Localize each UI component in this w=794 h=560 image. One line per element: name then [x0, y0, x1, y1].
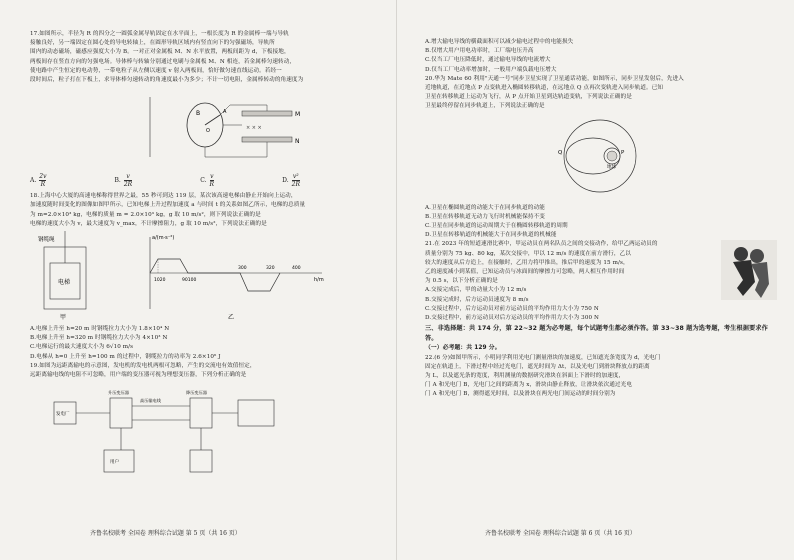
user-label: 用户	[110, 460, 119, 466]
q17-option-a[interactable]	[30, 173, 46, 188]
q17-option-c[interactable]	[200, 173, 214, 188]
q20-option-c[interactable]: C.卫星在同步轨道的运动周期大于在椭圆转移轨道的周期	[425, 223, 568, 230]
q17-line: 围内的动态磁场，磁感应强度大小为 B。一对正对金属板 M、N 水平放置，两板间距为 d，下板接地，	[30, 49, 290, 56]
step-up-label: 升压变压器	[108, 390, 129, 396]
q17-line: 接触良好，另一端固定在圆心处的导电转轴上，在圆形导轨区域内有竖直向下的匀强磁场，导轨所	[30, 40, 275, 47]
figure-2-label: 乙	[228, 314, 235, 322]
graph-y-title: a/(m·s⁻²)	[152, 235, 175, 242]
point-q-label: Q	[558, 149, 563, 156]
fraction-denominator: 2R	[123, 181, 133, 189]
q19-line: 19.如图为远距离输电的示意图，发电机的发电机两根可忽略，产生的交流电有效值恒定，	[30, 362, 256, 369]
question-20	[425, 75, 773, 241]
graph-tick: 320	[266, 266, 275, 272]
q20-figure	[425, 112, 773, 200]
point-a-label: A	[223, 109, 227, 116]
q17-line: 使电路中产生恒定的电动势，一带电粒子从左侧以速度 v 射入两板间，恰好做匀速直线运动。若经一	[30, 67, 282, 74]
fraction-numerator: v	[210, 173, 214, 181]
q18-option-c[interactable]: C.电梯运行的最大速度大小为 6√10 m/s	[30, 344, 134, 351]
graph-tick: 1020	[154, 278, 166, 284]
q18-option-a[interactable]: A.电梯上升至 h=20 m 时钢缆拉力大小为 1.8×10⁴ N	[30, 326, 170, 333]
question-17	[30, 30, 380, 188]
q17-option-d[interactable]	[282, 173, 300, 188]
q18-option-d[interactable]: D.电梯从 h=0 上升至 h=100 m 的过程中，钢缆拉力的功率为 2.6×10⁶ J	[30, 353, 221, 360]
question-18	[30, 192, 380, 362]
field-x-marks: × × ×	[246, 125, 262, 132]
q21-line: 21.在 2023 年的短道速滑比赛中，甲运动员在两名队员之间的交接动作，给甲乙两运动员的	[425, 241, 658, 248]
step-down-label: 降压变压器	[186, 390, 207, 396]
graph-x-title: h/m	[314, 277, 324, 284]
q22-line: 22.(6 分)如图甲所示，小明同学利用光电门测量滑块的加速度，已知遮光条宽度为 d，光电门	[425, 354, 661, 361]
q20-line: 卫星最终停留在同步轨道上，下列说法正确的是	[425, 103, 545, 110]
q21-option-c[interactable]: C.交接过程中，后方运动员对前方运动员的平均作用力大小为 750 N	[425, 305, 599, 312]
q17-figure	[30, 85, 380, 167]
q17-line: 段时间后，粒子打在下板上，求导体棒匀速转动的角速度最小为多少；不计一切电阻，金属棒转动的角速度为	[30, 77, 304, 84]
q21-text	[425, 240, 715, 286]
q21-option-d[interactable]: D.交接过程中，前方运动员对后方运动员的平均作用力大小为 300 N	[425, 315, 600, 322]
q18-option-b[interactable]: B.电梯上升至 h=320 m 时钢缆拉力大小为 4×10³ N	[30, 335, 168, 342]
q22-line: 为 L，以及遮光条的宽度，利用测量的数据研究滑块在斜面上下滑时的加速度，	[425, 373, 625, 380]
option-letter: C.	[200, 177, 207, 185]
fraction-numerator: 2v	[39, 173, 47, 181]
fraction-numerator: v²	[292, 173, 299, 181]
plate-m-label: M	[295, 111, 301, 119]
q21-option-b[interactable]: B.交接完成时，后方运动员速度为 8 m/s	[425, 296, 529, 303]
question-21	[425, 240, 773, 323]
left-column	[30, 30, 380, 488]
option-letter: D.	[282, 177, 289, 185]
q20-line: 近地轨道，在近地点 P 点变轨进入椭圆转移轨道，在远地点 Q 点再次变轨进入同步轨道。已知	[425, 85, 664, 92]
q18-line: 为 m=2.0×10³ kg，电梯的质量 m = 2.0×10³ kg，g 取 10 m/s²，则下列说法正确的是	[30, 211, 261, 218]
q20-option-d[interactable]: D.卫星在转移轨道的机械能大于在同步轨道的机械能	[425, 232, 557, 239]
q19-option-c[interactable]: C.仅当工厂电压降低时，通过输电导线的电流增大	[425, 57, 551, 64]
question-22	[425, 354, 773, 400]
q22-line: 固定在轨道上，下滑过程中经过光电门，遮光时间为 Δt，以及光电门到滑块释放点的距离	[425, 363, 650, 370]
q21-line: 质量分别为 75 kg、80 kg，某次交接中，甲以 12 m/s 的速度在前方滑行，乙以	[425, 250, 631, 257]
right-page	[397, 0, 794, 560]
q21-option-a[interactable]: A.交接完成后，甲的动量大小为 12 m/s	[425, 287, 527, 294]
right-column	[425, 38, 773, 400]
section-3-heading: 三、非选择题：共 174 分，第 22~32 题为必考题，每个试题考生都必须作答。第 33~38 题为选考题，考生根据要求作答。	[425, 325, 768, 342]
q19-figure	[30, 380, 380, 484]
fraction-numerator: v	[124, 173, 132, 181]
q18-line: 加速度随时间变化的图像如图甲所示，已知电梯上升过程加速度 a 与时间 t 的关系如图乙所示，电梯的总质量	[30, 202, 306, 209]
q21-line: 乙的速度减小到某值，已知运动员与冰面间的摩擦力可忽略，两人相互作用时间	[425, 269, 625, 276]
q19-option-d[interactable]: D.仅当工厂电动率增加时，一般用户端负载电压增大	[425, 66, 557, 73]
page-6-footer: 齐鲁名校联考 全国卷 理科综合试题 第 6 页（共 16 页）	[485, 530, 636, 537]
cable-label: 钢缆绳	[38, 237, 55, 244]
figure-1-label: 甲	[60, 314, 67, 322]
q22-line: 门 A 和光电门 B，测得遮光时间，以及滑块在两光电门间运动的时间分别为	[425, 391, 616, 398]
skater-image	[721, 240, 777, 300]
question-19	[30, 362, 380, 488]
graph-tick: 400	[292, 266, 301, 272]
q19-option-a[interactable]: A.增大输电导线的横截面积可以减少输电过程中的电能损失	[425, 39, 574, 45]
fraction-denominator: R	[209, 181, 215, 189]
option-letter: B.	[114, 177, 121, 185]
q19-options	[425, 38, 773, 75]
q18-line: 18.上海中心大厦的高速电梯称得世界之最，55 秒可到达 119 层，某次该高速电梯由静止开始向上运动，	[30, 193, 297, 200]
q18-figure	[30, 229, 380, 321]
plate-n-label: N	[295, 138, 300, 146]
q20-option-b[interactable]: B.卫星在转移轨道无动力飞行时机械能保持不变	[425, 213, 545, 220]
q17-option-b[interactable]	[115, 173, 133, 188]
q19-line: 远距离输电线的电阻不可忽略，用户端的变压器可视为理想变压器，下列分析正确的是	[30, 372, 247, 379]
q20-line: 20.华为 Mate 60 利用"天通一号"同步卫星实现了卫星通话功能，如图所示，同步卫星发射后，先进入	[425, 75, 684, 82]
fraction-denominator: R	[40, 181, 46, 189]
q17-line: 17.如图所示，半径为 R 的四分之一圆弧金属导轨固定在水平面上，一根长度为 R 的金属棒一端与导轨	[30, 31, 289, 37]
field-b-label: B	[196, 110, 201, 118]
transmission-line-label: 高压输电线	[140, 398, 161, 404]
power-plant-label: 发电厂	[56, 412, 70, 418]
graph-tick: 300	[238, 266, 247, 272]
q21-line: 为 0.5 s，以下分析正确的是	[425, 278, 498, 285]
page-5-footer: 齐鲁名校联考 全国卷 理科综合试题 第 5 页（共 16 页）	[90, 530, 241, 537]
q19-option-b[interactable]: B.仅增大用户用电功率时，工厂端电压升高	[425, 48, 534, 55]
point-p-label: P	[621, 149, 625, 156]
q17-line: 两板间存在竖直方向的匀强电场。导体棒与转轴分别通过电刷与金属板 M、N 相连，若金属棒匀速转动，	[30, 58, 296, 65]
q20-option-a[interactable]: A.卫星在椭圆轨道的动能大于在同步轨道的动能	[425, 204, 545, 211]
earth-label: 地球	[607, 164, 616, 170]
required-subheading: （一）必考题：共 129 分。	[425, 345, 501, 352]
q20-line: 卫星在转移轨道上运动为飞行，从 P 点开始卫星到达轨道变轨，下列说法正确的是	[425, 94, 632, 101]
graph-tick: 90100	[182, 278, 197, 284]
q21-line: 较大的速度从后方追上，在接触时，乙用力将甲推出，推后甲的速度为 15 m/s，	[425, 259, 629, 266]
elevator-label: 电梯	[58, 279, 71, 287]
option-letter: A.	[30, 177, 37, 185]
q17-options	[30, 173, 300, 188]
center-o-label: O	[206, 128, 210, 135]
q18-line: 电梯的速度大小为 v，最大速度为 v_max，不计摩擦阻力，g 取 10 m/s²，下列说法正确的是	[30, 220, 267, 227]
q22-line: 门 A 和光电门 B，光电门之间的距离为 x，滑块由静止释放，让滑块依次通过光电	[425, 382, 633, 389]
fraction-denominator: 2R	[291, 181, 300, 189]
